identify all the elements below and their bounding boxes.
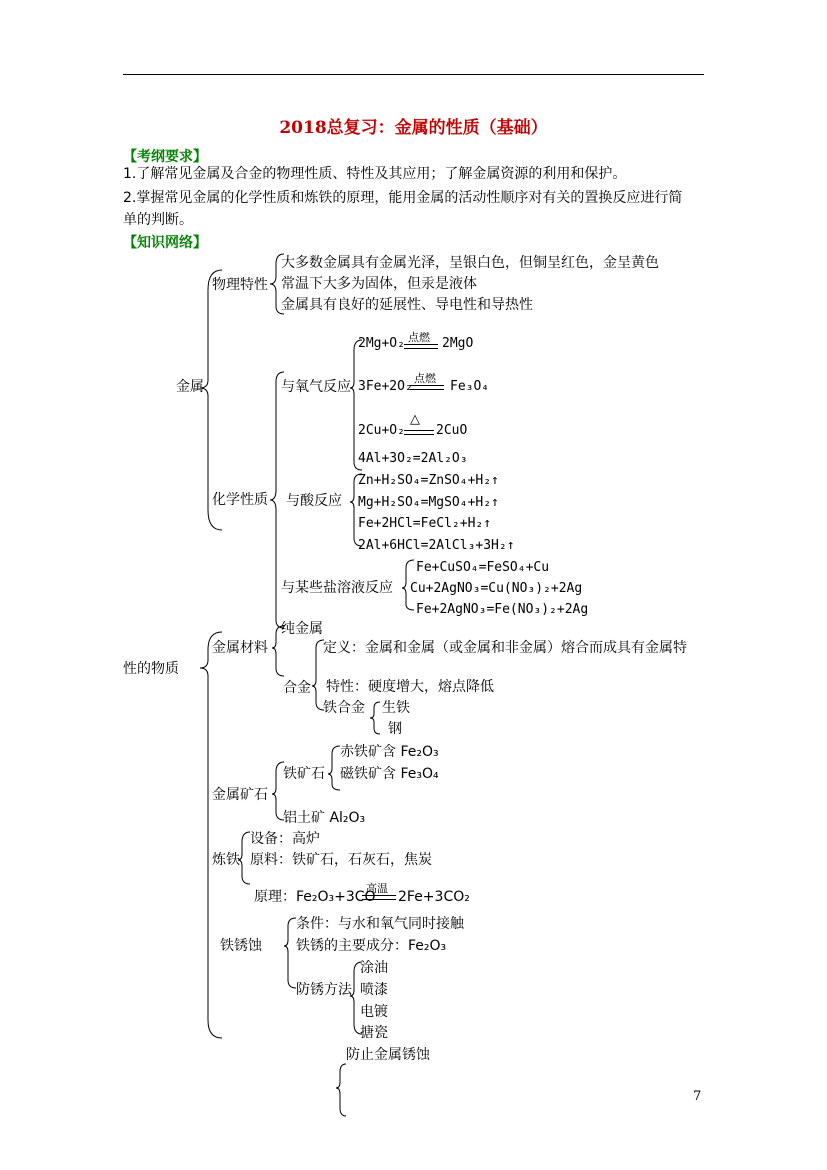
salt-3: Fe+2AgNO₃=Fe(NO₃)₂+2Ag [416, 602, 589, 617]
ox3-cond: △ [410, 412, 420, 427]
requirement-1: 1.了解常见金属及合金的物理性质、特性及其应用；了解金属资源的利用和保护。 [123, 166, 627, 182]
alloy-definition: 定义：金属和金属（或金属和非金属）熔合而成具有金属特 [323, 640, 687, 656]
ox2-equals [410, 385, 444, 390]
ox3-equals [404, 430, 434, 435]
requirement-2-line1: 2.掌握常见金属的化学性质和炼铁的原理，能用金属的活动性顺序对有关的置换反应进行简 [123, 190, 683, 206]
requirement-2-line2: 单的判断。 [123, 212, 193, 228]
page-title: 2018总复习：金属的性质（基础） [279, 118, 548, 138]
node-chemical: 化学性质 [212, 492, 268, 508]
ox1-equals [404, 344, 438, 349]
section-network: 【知识网络】 [123, 235, 207, 251]
node-acid: 与酸反应 [286, 493, 342, 509]
node-metal: 金属 [176, 379, 204, 395]
node-physical: 物理特性 [212, 277, 268, 293]
method-2: 喷漆 [360, 982, 388, 998]
principle-equals [362, 895, 396, 900]
method-3: 电镀 [360, 1004, 388, 1020]
bauxite: 铝土矿 Al₂O₃ [283, 810, 366, 826]
acid-4: 2Al+6HCl=2AlCl₃+3H₂↑ [358, 538, 515, 553]
alloy-property: 特性：硬度增大，熔点降低 [326, 679, 494, 695]
section-requirements: 【考纲要求】 [123, 149, 207, 165]
salt-1: Fe+CuSO₄=FeSO₄+Cu [416, 560, 550, 575]
ox2-left: 3Fe+2O₂ [358, 379, 413, 394]
node-materials: 金属材料 [212, 640, 268, 656]
node-prevent: 防锈方法 [296, 982, 352, 998]
pig-iron: 生铁 [382, 700, 410, 716]
magnetite: 磁铁矿含 Fe₃O₄ [340, 766, 439, 782]
phys-2: 常温下大多为固体，但汞是液体 [281, 276, 477, 292]
salt-2: Cu+2AgNO₃=Cu(NO₃)₂+2Ag [410, 581, 583, 596]
phys-3: 金属具有良好的延展性、导电性和导热性 [281, 297, 533, 313]
principle-left: 原理：Fe₂O₃+3CO [254, 889, 376, 905]
principle-right: 2Fe+3CO₂ [398, 889, 470, 905]
ox2-right: Fe₃O₄ [450, 379, 490, 394]
rust-main: 铁锈的主要成分：Fe₂O₃ [296, 938, 447, 954]
acid-3: Fe+2HCl=FeCl₂+H₂↑ [358, 516, 492, 531]
node-salt: 与某些盐溶液反应 [281, 580, 393, 596]
ox3-right: 2CuO [436, 423, 468, 438]
rust-condition: 条件：与水和氧气同时接触 [296, 916, 464, 932]
node-pure: 纯金属 [281, 621, 323, 637]
ox4: 4Al+3O₂=2Al₂O₃ [358, 451, 468, 466]
method-1: 涂油 [360, 960, 388, 976]
node-iron-alloy: 铁合金 [323, 700, 365, 716]
ox1-cond: 点燃 [408, 331, 430, 344]
node-metal-props: 性的物质 [123, 661, 179, 677]
ox1-left: 2Mg+O₂ [358, 336, 405, 351]
steel: 钢 [388, 721, 402, 737]
prevent-corrosion: 防止金属锈蚀 [346, 1047, 430, 1063]
ox3-left: 2Cu+O₂ [358, 423, 405, 438]
phys-1: 大多数金属具有金属光泽，呈银白色，但铜呈红色，金呈黄色 [281, 255, 659, 271]
ox1-right: 2MgO [442, 336, 474, 351]
node-iron-ore: 铁矿石 [283, 766, 325, 782]
acid-1: Zn+H₂SO₄=ZnSO₄+H₂↑ [358, 473, 499, 488]
node-alloy: 合金 [283, 680, 311, 696]
node-ore: 金属矿石 [212, 787, 268, 803]
method-4: 搪瓷 [360, 1025, 388, 1041]
ox2-cond: 点燃 [414, 372, 436, 385]
node-smelting: 炼铁 [212, 852, 240, 868]
equipment: 设备：高炉 [250, 831, 320, 847]
hematite: 赤铁矿含 Fe₂O₃ [340, 744, 439, 760]
node-rust: 铁锈蚀 [220, 938, 262, 954]
raw-materials: 原料：铁矿石，石灰石，焦炭 [250, 852, 432, 868]
acid-2: Mg+H₂SO₄=MgSO₄+H₂↑ [358, 495, 499, 510]
node-oxygen: 与氧气反应 [281, 379, 351, 395]
principle-cond: 高温 [366, 882, 388, 895]
page-number: 7 [693, 1089, 702, 1104]
